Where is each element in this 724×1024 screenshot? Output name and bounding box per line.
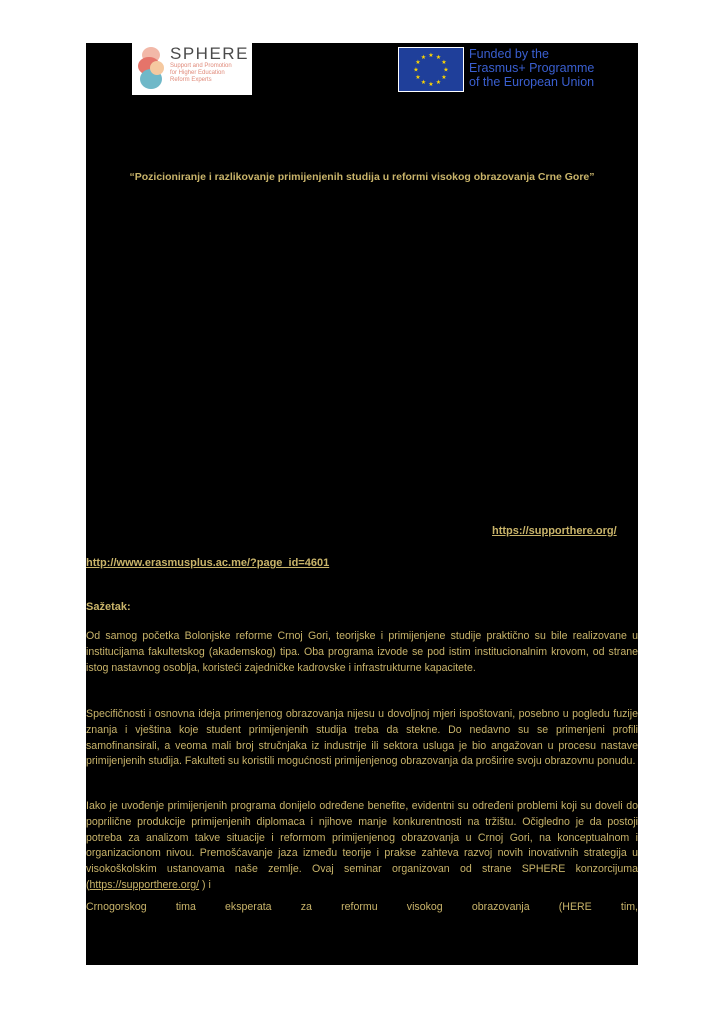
summary-paragraph-3 — [86, 799, 638, 894]
summary-heading: Sažetak: — [86, 601, 131, 613]
svg-text:★: ★ — [428, 81, 434, 88]
supporthere-inline-link[interactable]: https://supporthere.org/ — [89, 878, 200, 891]
svg-text:★: ★ — [420, 79, 427, 86]
svg-text:★: ★ — [420, 54, 427, 61]
sphere-logo-title: SPHERE — [170, 44, 249, 63]
sphere-logo-subtitle-1: Support and Promotion — [170, 63, 232, 69]
eu-funding-logo — [398, 47, 598, 93]
sphere-logo-icon — [136, 43, 166, 93]
sphere-logo — [132, 43, 252, 95]
eu-text-line-3: of the European Union — [469, 75, 595, 89]
svg-text:★: ★ — [428, 52, 434, 59]
summary-paragraph-3-tail: ) i — [199, 878, 211, 891]
summary-paragraph-3-text: Iako je uvođenje primijenjenih programa donijelo određene benefite, evidentni su određeni problemi koji su doveli do poprilične produkcije primijenjenih diplomaca i njihove manje konkurentnosti na tržištu. Očigledno je da postoji potreba za analizom takve situacije i reformom primijenjenog obrazovanja u Crnoj Gori, na konceptualnom i organizacionom nivou. Premošćavanje jaza između teorije i prakse zahteva razvoj novih inovativnih strategija u visokoškolskim ustanovama naše zemlje. Ovaj seminar organizovan od strane SPHERE konzorcijuma ( — [86, 800, 638, 891]
svg-text:★: ★ — [441, 59, 447, 66]
svg-text:★: ★ — [435, 54, 442, 61]
summary-paragraph-2: Specifičnosti i osnovna ideja primenjenog obrazovanja nijesu u dovoljnoj mjeri ispoštovani, posebno u pogledu fuzije znanja i vještina koje student primijenjenih studija treba da stekne. Do nedavno su se primenjeni profili samofinansirali, a veoma mali broj stručnjaka iz industrije ili sektora usluga je bio angažovan u procesu nastave primijenjenih studija. Fakulteti su koristili mogućnosti primijenjenog obrazovanja da proširire svoju obrazovnu ponudu. — [86, 708, 638, 768]
summary-paragraph-4: Crnogorskog tima eksperata za reformu visokog obrazovanja (HERE tim, — [86, 901, 638, 913]
svg-text:★: ★ — [415, 74, 421, 81]
eu-text-line-2: Erasmus+ Programme — [469, 61, 595, 75]
sphere-logo-subtitle-2: for Higher Education — [170, 70, 225, 76]
erasmusplus-link[interactable]: http://www.erasmusplus.ac.me/?page_id=4601 — [86, 557, 330, 569]
svg-text:★: ★ — [415, 59, 421, 66]
svg-text:★: ★ — [413, 66, 419, 74]
supporthere-link[interactable]: https://supporthere.org/ — [492, 525, 617, 537]
svg-text:★: ★ — [443, 66, 449, 74]
svg-text:★: ★ — [441, 74, 447, 81]
eu-flag-icon — [398, 47, 464, 92]
document-title: “Pozicioniranje i razlikovanje primijenjenih studija u reformi visokog obrazovanja Crne Gore” — [129, 171, 595, 183]
summary-paragraph-1: Od samog početka Bolonjske reforme Crnoj Gori, teorijske i primijenjene studije praktično su bile realizovane u institucijama fakultetskog (akademskog) tipa. Oba programa izvode se pod istim institucionalnim krovom, od strane istog nastavnog osoblja, koristeći zajedničke kadrovske i infrastrukturne kapacitete. — [86, 630, 638, 674]
sphere-logo-subtitle-3: Reform Experts — [170, 77, 212, 83]
svg-text:★: ★ — [435, 79, 442, 86]
eu-text-line-1: Funded by the — [469, 47, 549, 61]
document-page — [86, 43, 638, 965]
